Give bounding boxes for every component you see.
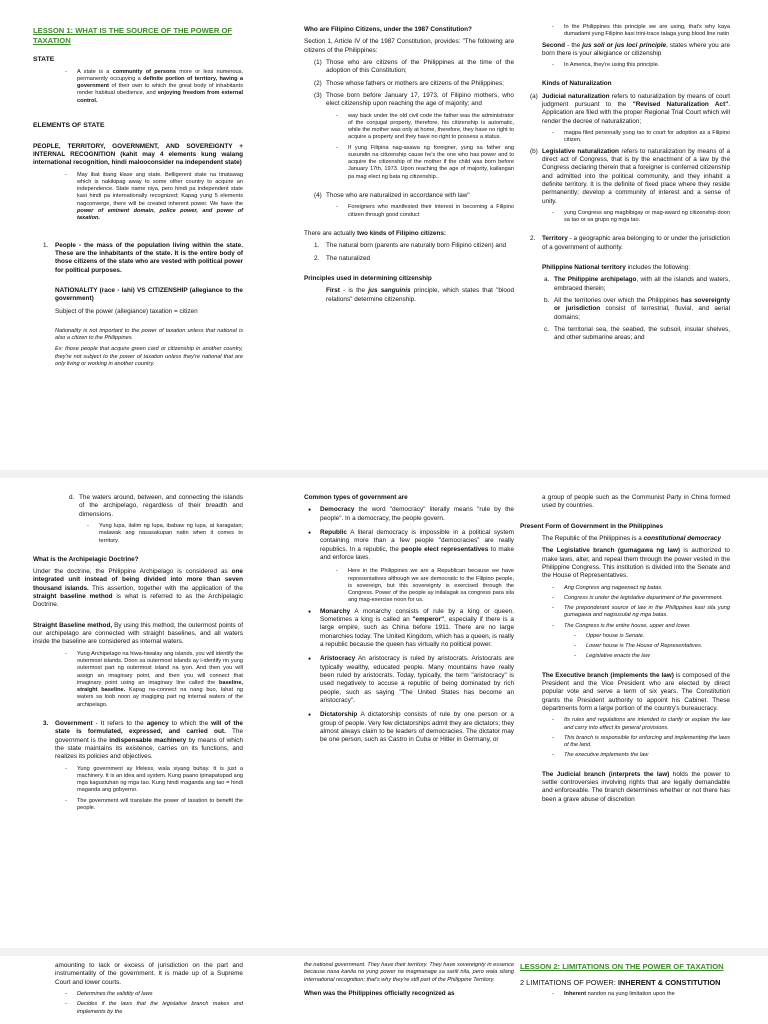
page2-column-2 [304,494,514,751]
jus-sanguinis: First - is the jus sanguinis principle, which states that "blood relations" determine citizenship. [326,287,515,303]
republic-item: ● Republic A literal democracy is impossible in a political system containing more than a few people "democracies" are really republics. In a republic, the people elect representatives to make and enforce laws. [304,529,514,562]
government-note-2: - The government will translate the power of taxation to benefit the people. [33,798,243,813]
executive-note-2: - This branch is responsible for enforcing and implementing the laws of the land. [520,735,730,750]
page1-column-3 [520,26,730,347]
dictatorship-item: ● Dictatorship A dictatorship consists of rule by one person or a group of people. Very few dictatorships admit they are dictators; they almost always claim to be leaders of democracies. The dictator may be one person, such as Castro in Cuba or Hitler in Germany, or [304,711,514,744]
nationality-subject: Subject of the power (allegiance) taxation = citizen [55,307,198,315]
archipelagic-doctrine: Under the doctrine, the Philippine Archipelago is considered as one integrated unit instead of being divided into more than seven thousand islands. This assertion, together with the application of the straight baseline method is what is referred to as the Archipelagic Doctrine. [33,568,243,609]
executive-note-3: - The executive implements the law [520,752,730,759]
citizens-question: Who are Filipino Citizens, under the 1987 Constitution? [304,26,472,33]
principles-heading: Principles used in determining citizenship [304,274,432,282]
two-kinds-heading: There are actually two kinds of Filipino citizens: [304,229,447,237]
present-form-text: The Republic of the Philippines is a constitutional democracy [542,534,722,542]
monarchy-item: ● Monarchy A monarchy consists of rule by a king or queen. Sometimes a king is called an "emperor", especially if there is a large empire, such as China before 1911. There are no large monarchies today. The United Kingdom, which has a queen, is really a republic because the queen has virtually no political power. [304,608,514,650]
judicial-note-2: - Decides if the laws that the legislative branch makes and implements by the [33,1001,243,1016]
government-note-1: - Yung government ay lifeless, wala siyang buhay. It is just a machinery. It is an idea and system. Kung paano ipinapatupad ang mga kagustuhan ng mga tao. Kung hindi maganda ang tao = hindi maganda ang gobyerno. [33,766,243,795]
state-definition: - A state is a community of persons more or less numerous, permanently occupying a definite portion of territory, having a government of their own to which the great body of inhabitants render habitual obedience, and enjoying freedom from external control. [33,69,243,105]
legislative-branch: The Legislative branch (gumagawa ng law) is authorized to make laws, alter, and repeal them through the power vested in the Philippine Congress. This institution is divided into the Senate and the House of Representatives. [542,547,730,580]
democracy-item: ● Democracy the word "democracy" literally means "rule by the people". In a democracy, the people govern. [304,506,514,523]
judicial-note: - magpa filed personally yung tao to court for adoption as a Filipino citizen. [520,130,730,145]
page1-column-2 [304,26,514,308]
legislative-naturalization: (b) Legislative naturalization refers to naturalization by means of a direct act of Congress, that is by the enactment of a law by the Congress declaring therein that a foreigner is conferred citizenship and admitted into the political community, and they inhabit a definite territory. It is the definite of fixed place where they reside permanently; develop a community of interest and a sense of unity. [530,147,731,205]
state-heading: STATE [33,55,55,63]
citizen-item-2: (2) Those whose fathers or mothers are citizens of the Philippines; [314,79,504,87]
foreigner-marriage-note: - If yung Filipina nag-asawa ng foreigner, yung sa father ang susundin na citizenship cause he's the one who has power and to acquire the citizenship of the mother if the child was born before January 17th, 1973. Upon reaching the age of majority, kailangan pa mag elect ng bata ng citizenship.. [304,145,514,181]
constitution-section: Section 1, Article IV of the 1987 Constitution, provides: "The following are citizens of the Philippines: [304,38,514,54]
limitations-heading: 2 LIMITATIONS OF POWER: INHERENT & CONSTITUTION [520,977,721,987]
page2-column-1 [33,494,243,815]
kind-natural-born: 1. The natural born (parents are naturally born Filipino citizen) and [314,242,507,250]
civil-code-note: - way back under the old civil code the father was the administrator of the conjugal property, therefore, his citizenship is automatic, while the mother was only at home, therefore, they have no right to acquire a property and they have no right to possess a status. [304,113,514,142]
elements-list: PEOPLE, TERRITORY, GOVERNMENT, AND SOVEREIGNTY + INTERNAL RECOGNITION (kahit may 4 elements kung walang international recognition, hindi malooconsider na independent state) [33,142,243,167]
ph-territory-heading: Philippine National territory includes the following: [542,264,691,272]
america-note: - In America, they're using this principle. [520,62,730,69]
republic-note: - Here in the Philippines we are a Republican because we have representatives although we are democratic to the Filipino people, is sovereign, but this sovereignty is exercised through the Congress. Power of the people ay inilalagak sa congress para sila ang mag-exercise noon for us. [304,568,514,604]
aristocracy-item: ● Aristocracy An aristocracy is ruled by aristocrats. Aristocrats are typically wealthy, educated people. Many mountains have really been ruled by aristocrats. Today, typically, the term "aristocracy" is used negatively to accuse a republic of being dominated by rich people, such as saying "The United States has become an aristocracy". [304,655,514,705]
state-kinds-note: - May ibat ibang klase ang state. Belligerent state na tinatawag which is nakikipag away to some other country to acquire an independence. State name niya, pero hindi pa independent state kasi hindi pa internationally recognized; Kapag yung 5 elements nagconverge, there will be created inherent power. We have the power of eminent domain, police power, and power of taxation. [33,172,243,223]
naturalized-note: - Foreigners who manifested their interest in becoming a Filipino citizen through good conduct [304,204,514,219]
legislative-note-2: - Congress is under the legislative department of the government. [520,595,730,602]
straight-baseline: Straight Baseline method, By using this method, the outermost points of our archipelago are connected with straight baselines, and all waters inside the baseline are considered as internal waters. [33,621,243,646]
executive-branch: The Executive branch (implements the law) is composed of the President and the Vice President who are elected by direct popular vote and serve a term of six years. The Constitution grants the President authority to appoint his Cabinet. These departments form a large portion of the country's bureaucracy. [542,671,731,713]
recognition-question: When was the Philippines officially recognized as [304,989,455,997]
judicial-note-1: - Determines the validity of laws [33,991,243,998]
archipelagic-heading: What is the Archipelagic Doctrine? [33,555,139,563]
page-separator-2 [0,948,768,956]
lesson-2-title: LESSON 2: LIMITATIONS ON THE POWER OF TAXATION [520,962,724,971]
nationality-heading: NATIONALITY (race - lahi) VS CITIZENSHIP (allegiance to the government) [55,286,243,303]
present-form-heading: Present Form of Government in the Philippines [520,522,664,530]
legislative-enacts-note: - Legislative enacts the law [520,653,730,660]
page-separator [0,470,768,478]
territory-item: 2. Territory - a geographic area belonging to or under the jurisdiction of a government of authority. [530,235,730,251]
lesson-1-title: LESSON 1: WHAT IS THE SOURCE OF THE POWER OF TAXATION [33,26,232,45]
national-government-note: the national government. They have their territory. They have sovereignty in essence because nasa kanila na yung power na magmanage sa sarili nila, pero wala silang international recognition; that's why they're still part of the Philippine Territory. [304,962,514,983]
kind-naturalized: 2. The naturalized [314,254,371,262]
page3-column-2 [304,962,514,1002]
elements-heading: ELEMENTS OF STATE [33,121,105,129]
dictatorship-continued: a group of people such as the Communist Party in China formed used by countries. [542,494,730,510]
bloodline-note: - In the Philippines this principle we are using, that's why kaya dumadami yung Filipino kasi trini-trace talaga yung blood line natin [520,24,730,39]
page2-column-3 [520,494,730,808]
territory-d-note: - Yung lupa, ilalim ng lupa, ibabaw ng lupa, at karagatan; malawak ang nasasakupan natin when it comes to territory. [33,523,243,545]
lower-house-note: - Lower house is The House of Representatives. [520,643,730,650]
people-item: 1. People - the mass of the population living within the state. These are the inhabitants of the state. It is the entire body of those citizens of the state who are vested with political power for political purposes. [43,241,243,274]
judicial-branch: The Judicial branch (interprets the law) holds the power to settle controversies involving rights that are legally demandable and enforceable. The branch determines whether or not there has been a grave abuse of discretion [542,770,730,803]
citizen-item-1: (1) Those who are citizens of the Philippines at the time of the adoption of this Constitution; [314,58,514,75]
kinds-naturalization-heading: Kinds of Naturalization [542,80,612,88]
baseline-note: - Yung Archipelago na hiwa-hiwalay ang islands, you will identify the outermost islands. Doon sa outermost islands ay i-identify rin yung outermost part ng outermost island na iyon. And then you will assign an imaginary point, and then you will connect that imaginary point using an imaginary line called the baseline, straight baseline. Kapag na-connect na nang buo, lahat ng waters sa loob noon ay magiging part ng internal waters of the archipelago. [33,651,243,709]
territory-c: c. The territorial sea, the seabed, the subsoil, insular shelves, and other submarine areas; and [544,326,730,342]
types-heading: Common types of government are [304,494,408,501]
territory-a: a. The Philippine archipelago, with all the islands and waters, embraced therein; [544,276,730,292]
executive-note-1: - Its rules and regulations are intended to clarify or explain the law and carry into effect its general provisions. [520,717,730,732]
page3-column-3 [520,962,730,1002]
citizen-item-3: (3) Those born before January 17, 1973, of Filipino mothers, who elect citizenship upon reaching the age of majority; and [314,91,514,108]
legislative-note-4: - The Congress is the entire house, upper and lower. [520,623,730,630]
government-item: 3. Government - It refers to the agency to which the will of the state is formulated, expressed, and carried out. The government is the indispensable machinery by means of which the state maintains its existence, carries on its functions, and realizes its policies and objectives. [43,719,243,761]
jus-soli: Second - the jus soli or jus loci principle, states where you are born there is your allegiance or citizenship [542,41,731,57]
inherent-note: - Inherent nandon na yung limitation upon the [520,991,730,998]
nationality-example: Ex: those people that acquire green card or citizenship in another country, they're not subject to the power of taxation unless they're national that are only living or working in another country. [55,346,243,367]
page-2 [0,478,768,948]
page-3 [0,956,768,1024]
upper-house-note: - Upper house is Senate. [520,633,730,640]
legislative-note-1: - Ang Congress ang nageenact ng batas. [520,585,730,592]
nationality-note: Nationality is not important to the power of taxation unless that national is also a citizen to the Philippines. [55,327,243,342]
page-1 [0,0,768,470]
judicial-continued: amounting to lack or excess of jurisdiction on the part and instrumentality of the government. It is made up of a Supreme Court and lower courts. [55,962,243,986]
page3-column-1 [33,962,243,1019]
territory-b: b. All the territories over which the Philippines has sovereignty or jurisdiction consist of terrestrial, fluvial, and aerial domains; [544,297,730,321]
territory-d: d. The waters around, between, and connecting the islands of the archipelago, regardless of their breadth and dimensions. [69,494,243,518]
page1-column-1 [33,26,243,372]
legislative-note-3: - The preponderant source of law in the Philippines kasi sila yung gumagawa and nagsusulat ng mga batas. [520,605,730,620]
citizen-item-4: (4) Those who are naturalized in accordance with law" [314,192,470,200]
judicial-naturalization: (a) Judicial naturalization refers to naturalization by means of court judgment pursuant to the "Revised Naturalization Act". Application are filed with the proper Regional Trial Court which will render the decree of naturalization; [530,92,731,125]
legislative-note: - yung Congress ang magbibigay or mag-award ng citizenship doon sa tao or sa grupo ng mga tao. [520,210,730,225]
